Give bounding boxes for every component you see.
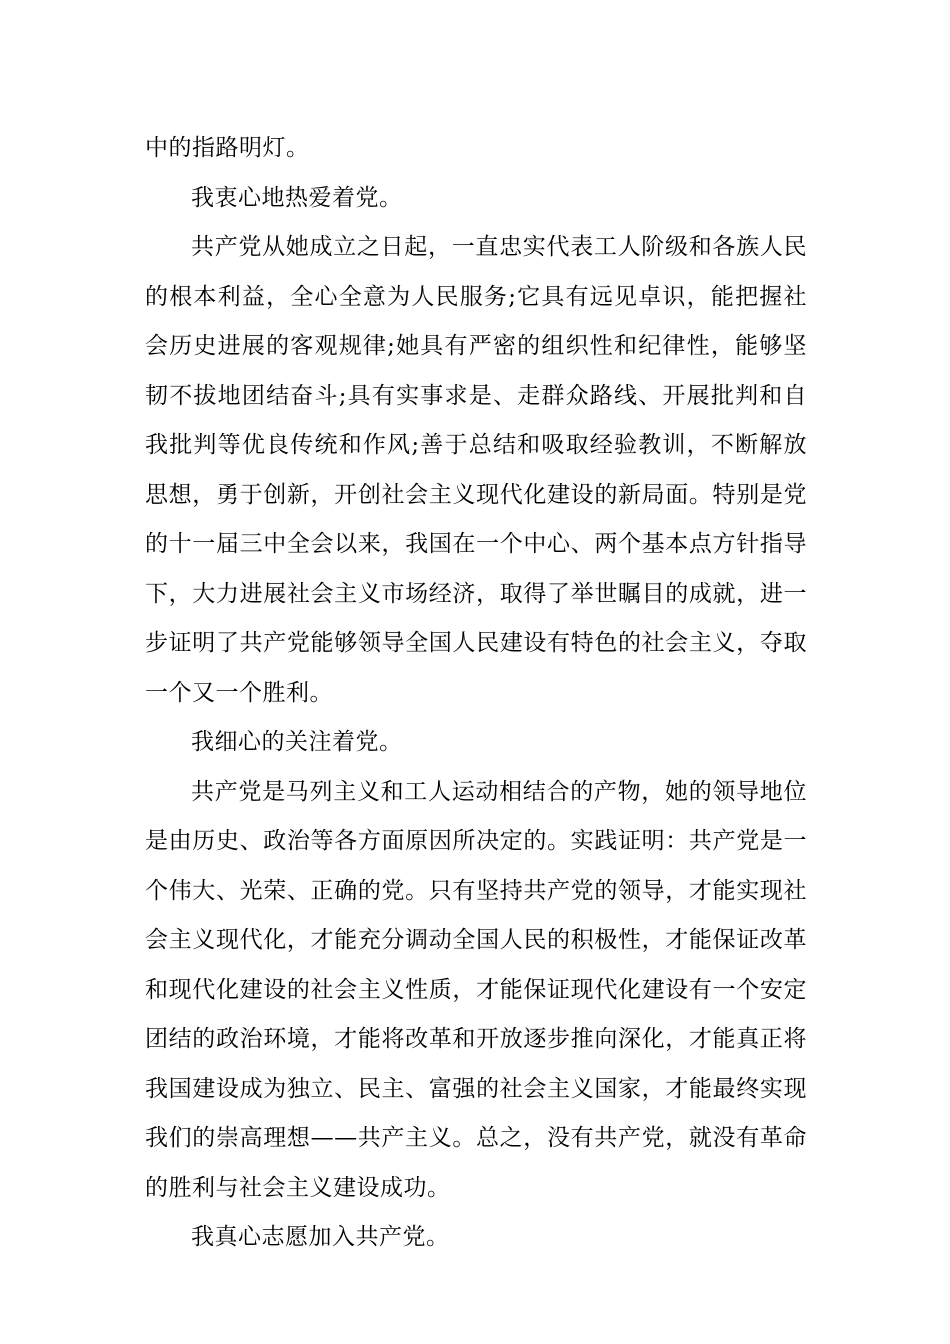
document-body <box>145 124 807 1263</box>
paragraph-party-leadership: 共产党是马列主义和工人运动相结合的产物，她的领导地位是由历史、政治等各方面原因所决定的。实践证明：共产党是一个伟大、光荣、正确的党。只有坚持共产党的领导，才能实现社会主义现代化，才能充分调动全国人民的积极性，才能保证改革和现代化建设的社会主义性质，才能保证现代化建设有一个安定团结的政治环境，才能将改革和开放逐步推向深化，才能真正将我国建设成为独立、民主、富强的社会主义国家，才能最终实现我们的崇高理想——共产主义。总之，没有共产党，就没有革命的胜利与社会主义建设成功。 <box>145 778 807 1201</box>
paragraph-volunteer-join: 我真心志愿加入共产党。 <box>191 1224 450 1250</box>
paragraph-love-party: 我衷心地热爱着党。 <box>191 184 403 211</box>
paragraph-continuation: 中的指路明灯。 <box>145 135 310 161</box>
paragraph-attention-party: 我细心的关注着党。 <box>191 729 403 755</box>
paragraph-party-history: 共产党从她成立之日起，一直忠实代表工人阶级和各族人民的根本利益，全心全意为人民服务;它具有远见卓识，能把握社会历史进展的客观规律;她具有严密的组织性和纪律性，能够坚韧不拔地团结奋斗;具有实事求是、走群众路线、开展批判和自我批判等优良传统和作风;善于总结和吸取经验教训，不断解放思想，勇于创新，开创社会主义现代化建设的新局面。特别是党的十一届三中全会以来，我国在一个中心、两个基本点方针指导下，大力进展社会主义市场经济，取得了举世瞩目的成就，进一步证明了共产党能够领导全国人民建设有特色的社会主义，夺取一个又一个胜利。 <box>145 234 807 706</box>
